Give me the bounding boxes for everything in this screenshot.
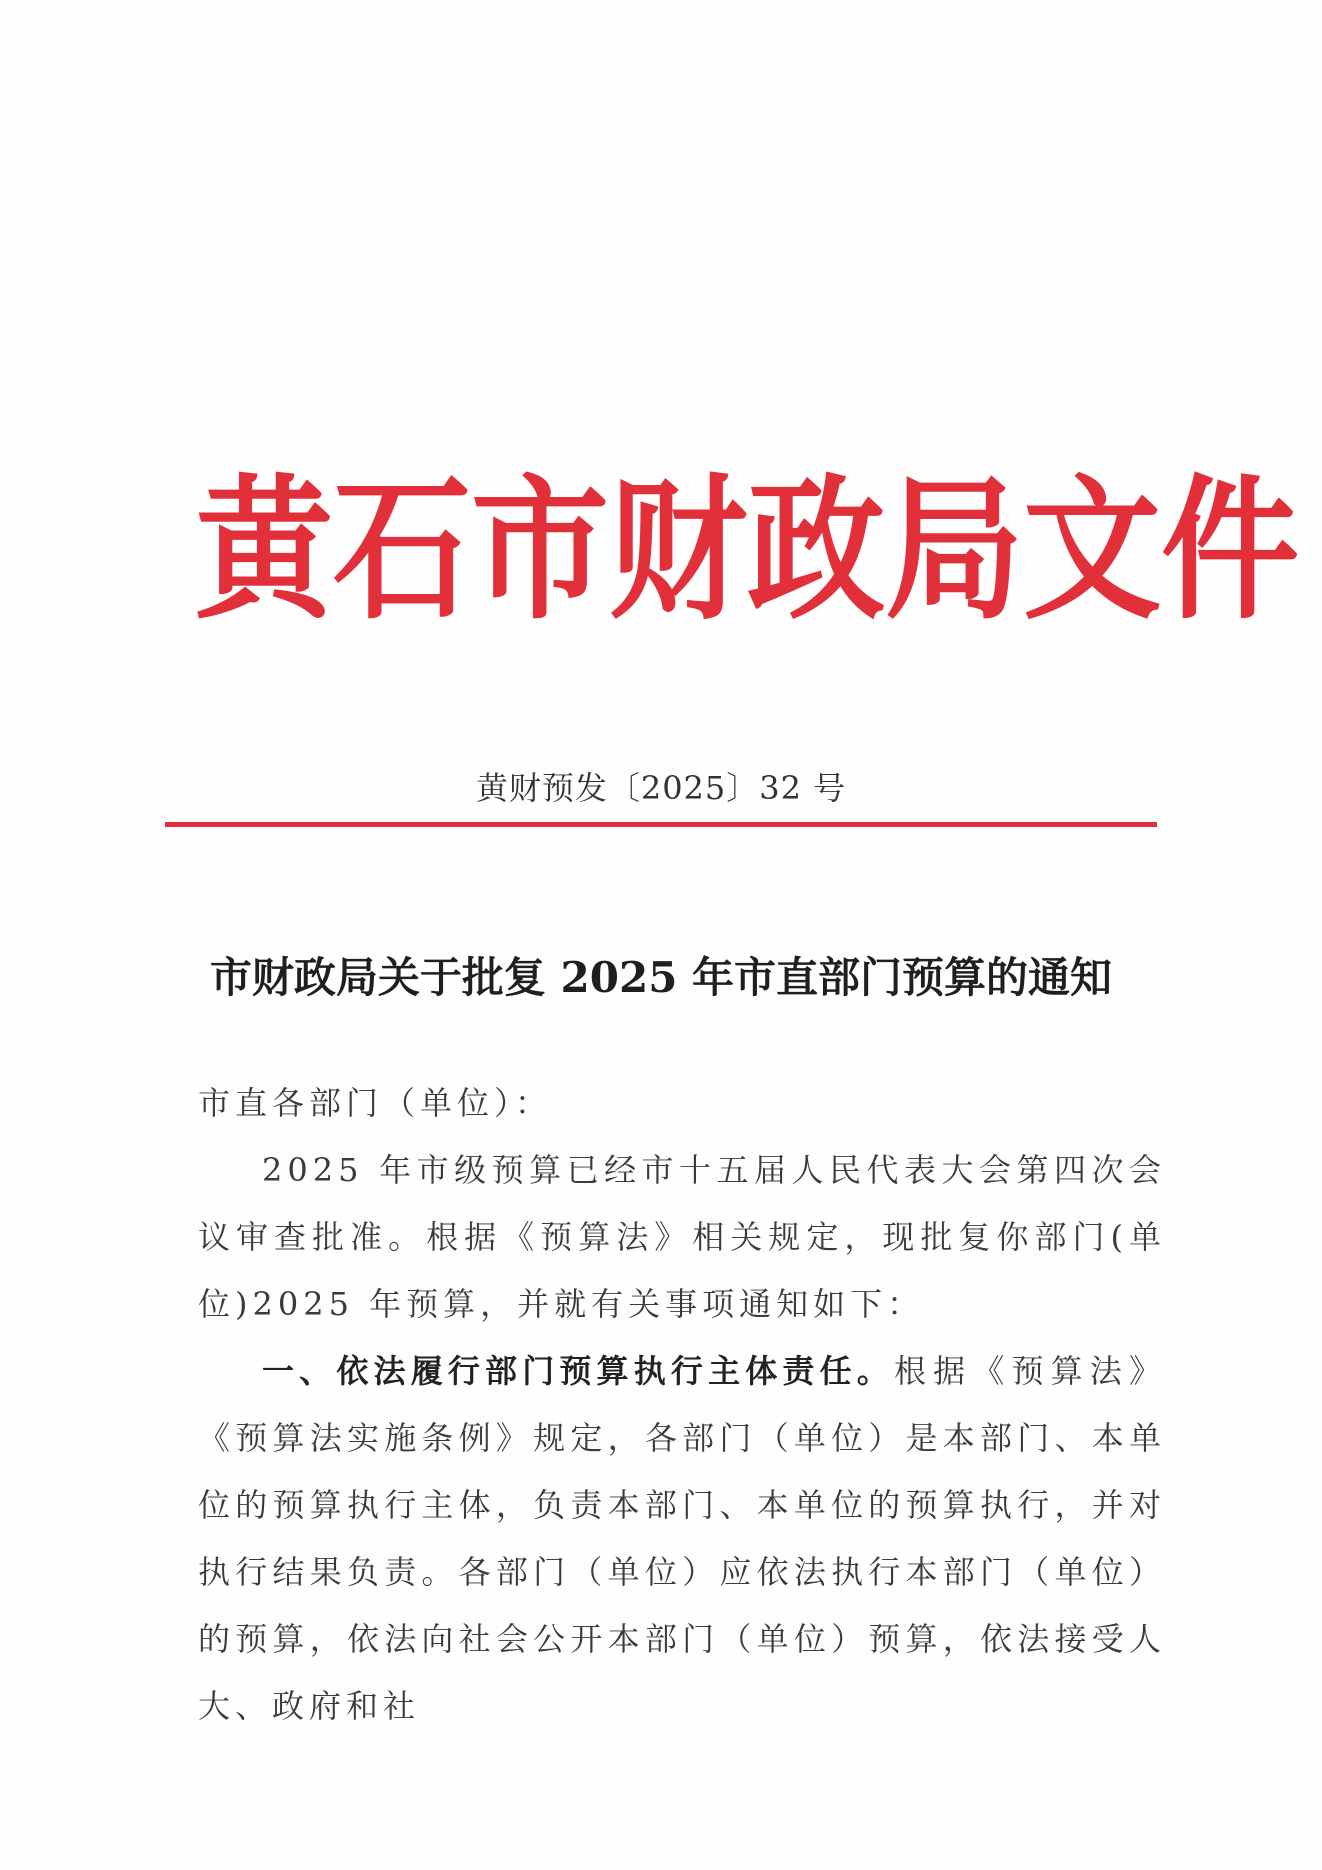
salutation: 市直各部门（单位）： <box>198 1084 553 1122</box>
paragraph-intro: 2025 年市级预算已经市十五届人民代表大会第四次会议审查批准。根据《预算法》相关规定，现批复你部门(单位)2025 年预算，并就有关事项通知如下： <box>198 1151 1166 1323</box>
masthead-char: 黄 <box>195 458 334 641</box>
section-1-text: 根据《预算法》《预算法实施条例》规定，各部门（单位）是本部门、本单位的预算执行主体，负责本部门、本单位的预算执行，并对执行结果负责。各部门（单位）应依法执行本部门（单位）的预算，依法向社会公开本部门（单位）预算，依法接受人大、政府和社 <box>198 1352 1166 1725</box>
masthead-char: 局 <box>885 458 1024 641</box>
document-body <box>198 1070 1166 1740</box>
masthead-char: 政 <box>747 458 886 641</box>
masthead-char: 市 <box>471 458 610 641</box>
document-number: 黄财预发〔2025〕32 号 <box>475 769 847 807</box>
masthead-char: 石 <box>333 458 472 641</box>
paragraph-section-1 <box>198 1338 1166 1740</box>
section-1-heading: 一、依法履行部门预算执行主体责任。 <box>262 1352 894 1390</box>
red-separator-line <box>165 822 1157 827</box>
masthead-title <box>195 458 1300 641</box>
masthead-char: 财 <box>609 458 748 641</box>
masthead-char: 件 <box>1161 458 1300 641</box>
document-title: 市财政局关于批复 2025 年市直部门预算的通知 <box>209 953 1113 1002</box>
masthead-char: 文 <box>1023 458 1162 641</box>
